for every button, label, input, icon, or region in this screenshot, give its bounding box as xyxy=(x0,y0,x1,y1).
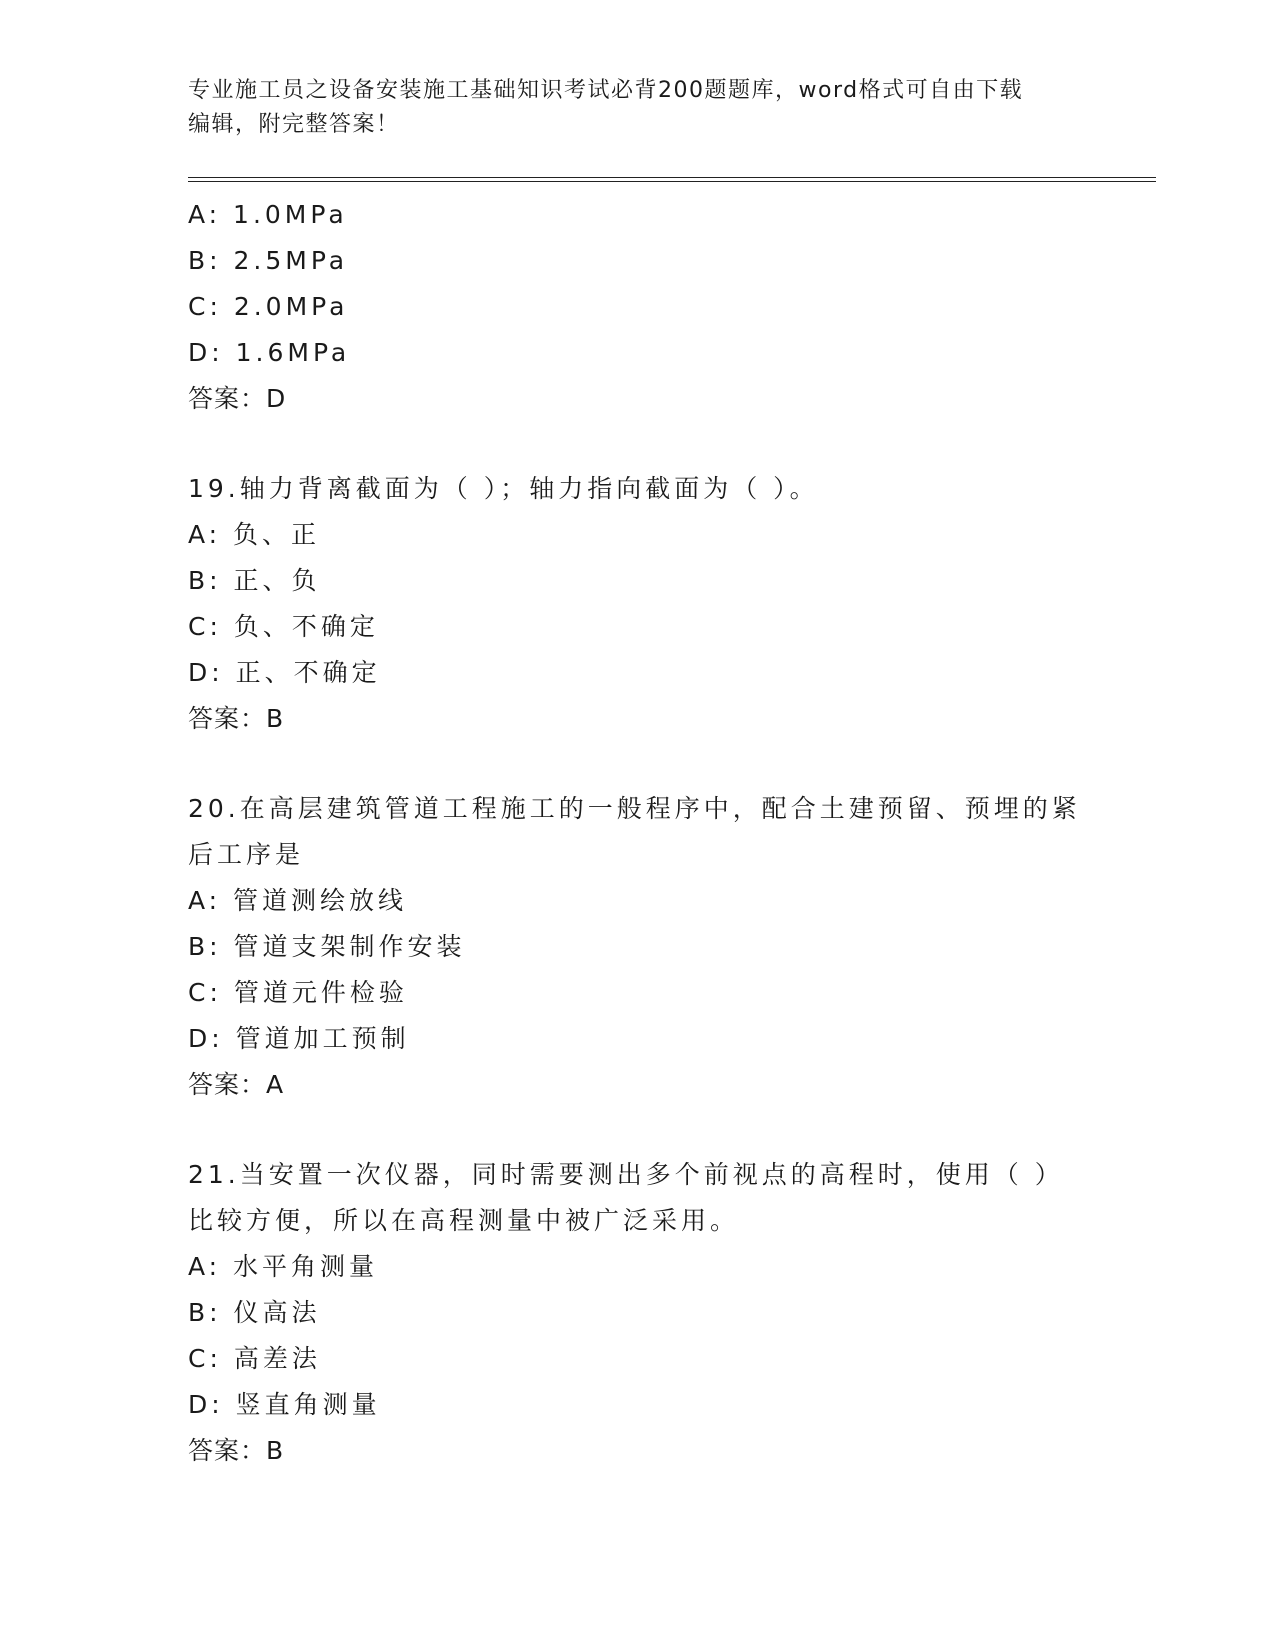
question-title-line-1: 21.当安置一次仪器，同时需要测出多个前视点的高程时，使用（ ） xyxy=(188,1160,1064,1189)
option-c: C: 2.0MPa xyxy=(188,292,349,321)
question-18 xyxy=(188,192,1088,422)
answer: 答案：D xyxy=(188,384,287,413)
question-title-line-2: 后工序是 xyxy=(188,840,305,869)
answer: 答案：A xyxy=(188,1070,285,1099)
header-divider xyxy=(188,177,1156,182)
option-a: A: 水平角测量 xyxy=(188,1252,379,1281)
option-a: A: 管道测绘放线 xyxy=(188,886,408,915)
option-d: D: 正、不确定 xyxy=(188,658,381,687)
option-b: B: 仪高法 xyxy=(188,1298,321,1327)
question-list xyxy=(188,192,1088,1474)
option-c: C: 管道元件检验 xyxy=(188,978,408,1007)
option-a: A: 负、正 xyxy=(188,520,321,549)
option-b: B: 2.5MPa xyxy=(188,246,349,275)
answer: 答案：B xyxy=(188,704,285,733)
option-b: B: 管道支架制作安装 xyxy=(188,932,466,961)
question-21 xyxy=(188,1152,1088,1474)
option-a: A: 1.0MPa xyxy=(188,200,348,229)
option-d: D: 竖直角测量 xyxy=(188,1390,381,1419)
question-20 xyxy=(188,786,1088,1108)
header-line-2: 编辑，附完整答案！ xyxy=(188,112,400,137)
answer: 答案：B xyxy=(188,1436,285,1465)
document-header xyxy=(188,74,1088,142)
header-line-1: 专业施工员之设备安装施工基础知识考试必背200题题库，word格式可自由下载 xyxy=(188,78,1024,103)
option-c: C: 高差法 xyxy=(188,1344,321,1373)
question-19 xyxy=(188,466,1088,742)
question-title: 19.轴力背离截面为（ ）；轴力指向截面为（ ）。 xyxy=(188,474,819,503)
question-title-line-1: 20.在高层建筑管道工程施工的一般程序中，配合土建预留、预埋的紧 xyxy=(188,794,1081,823)
option-d: D: 管道加工预制 xyxy=(188,1024,410,1053)
option-b: B: 正、负 xyxy=(188,566,321,595)
question-title-line-2: 比较方便，所以在高程测量中被广泛采用。 xyxy=(188,1206,740,1235)
option-c: C: 负、不确定 xyxy=(188,612,379,641)
option-d: D: 1.6MPa xyxy=(188,338,351,367)
